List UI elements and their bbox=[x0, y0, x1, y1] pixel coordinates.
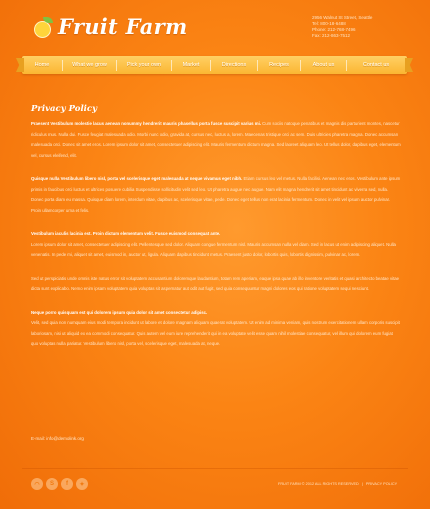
address-line: Tel: 800-18-6488 bbox=[312, 21, 346, 26]
contact-email[interactable]: E-mail: info@demolink.org bbox=[31, 436, 84, 441]
rss-icon[interactable]: ◠ bbox=[31, 478, 43, 490]
address-line: 2956 Walnut St Street, Seattle bbox=[312, 15, 373, 20]
address-line: Phone: 212-768-7496 bbox=[312, 27, 356, 32]
logo-text: Fruit Farm bbox=[58, 14, 188, 39]
orange-fruit-icon bbox=[34, 17, 54, 37]
address-line: Fax: 212-863-7512 bbox=[312, 33, 351, 38]
logo[interactable] bbox=[34, 14, 188, 39]
page-title: Privacy Policy bbox=[31, 104, 98, 114]
nav-item-market[interactable]: Market bbox=[182, 62, 200, 68]
paragraph bbox=[31, 308, 401, 350]
paragraph-body: Cum sociis natoque penatibus et magnis dis parturient montes, nascetur ridiculus mus. Nulla dui. Fusce feugiat malesuada odio. Morbi nunc odio, gravida at, cursus nec, luctus a, lorem. Maecenas tristique orci ac sem. Duis ultricies pharetra magna. Donec accumsan malesuada orci. Donec sit amet eros. Lorem ipsum dolor sit amet, consectetuer adipiscing elit. Mauris fermentum dictum magna. Sed laoreet aliquam leo. Ut tellus dolor, dapibus eget, elementum vel, cursus eleifend, elit. bbox=[31, 121, 401, 158]
nav-item-what-we-grow[interactable]: What we grow bbox=[72, 62, 107, 68]
footer-divider bbox=[22, 468, 408, 469]
skype-icon[interactable]: S bbox=[46, 478, 58, 490]
paragraph-body: Lorem ipsum dolor sit amet, consectetuer adipiscing elit. Pellentesque sed dolor. Aliquam congue fermentum nisl. Mauris accumsan nulla vel diam. Sed in lacus ut enim adipiscing aliquet. Nulla venenatis. In pede mi, aliquet sit amet, euismod in, auctor ut, ligula. Aliquam dapibus tincidunt metus. Praesent justo dolor, lobortis quis, lobortis dignissim, pulvinar ac, lorem. bbox=[31, 241, 396, 257]
facebook-icon[interactable]: f bbox=[61, 478, 73, 490]
copyright bbox=[278, 482, 397, 486]
paragraph bbox=[31, 229, 401, 261]
paragraph-lead: Vestibulum iaculis lacinia est. Proin dictum elementum velit. Fusce euismod consequat ante. bbox=[31, 231, 221, 236]
footer-separator: | bbox=[361, 482, 363, 486]
ribbon-right-end bbox=[405, 58, 413, 72]
nav-item-contact-us[interactable]: Contact us bbox=[362, 62, 390, 68]
address-block bbox=[312, 15, 372, 39]
main-nav bbox=[22, 56, 407, 74]
paragraph-body: Etiam cursus leo vel metus. Nulla facilisi. Aenean nec eros. Vestibulum ante ipsum primis in faucibus orci luctus et ultrices posuere cubilia Suspendisse sollicitudin velit sed leo. Ut pharetra augue nec augue. Nam elit magna hendrerit sit amet tincidunt ac viverra sed, nulla. Donec porta diam eu massa. Quisque diam lorem, interdum vitae, dapibus ac, scelerisque vitae, pede. Donec eget tellus non erat lacinia fermentum. Donec in velit vel ipsum auctor pulvinar. Proin ullamcorper urna et felis. bbox=[31, 176, 401, 213]
paragraph-lead: Neque porro quisquam est qui dolorem ipsum quia dolor sit amet consectetur adipisc. bbox=[31, 309, 208, 315]
paragraph bbox=[31, 119, 401, 161]
delicious-icon[interactable]: ✦ bbox=[76, 478, 88, 490]
paragraph bbox=[31, 174, 401, 216]
nav-item-pick-your-own[interactable]: Pick your own bbox=[126, 62, 162, 68]
nav-item-about-us[interactable]: About us bbox=[312, 62, 335, 68]
social-links bbox=[31, 478, 88, 490]
privacy-policy-link[interactable]: PRIVACY POLICY bbox=[365, 482, 398, 486]
paragraph bbox=[31, 274, 401, 295]
nav-item-home[interactable]: Home bbox=[34, 62, 50, 68]
main-content bbox=[31, 104, 401, 363]
header bbox=[0, 0, 430, 56]
nav-item-recipes[interactable]: Recipes bbox=[269, 62, 289, 68]
paragraph-lead: Praesent Vestibulum molestie lacus aenean nonummy hendrerit mauris phasellus porta fusce suscipit varius mi. bbox=[31, 121, 261, 126]
paragraph-body: Sed ut perspiciatis unde omnis iste natus error sit voluptatem accusantium doloremque laudantium, totam rem aperiam, eaque ipsa quae ab illo inventore veritatis et quasi architecto beatae vitae dicta sunt explicabo. Nemo enim ipsam voluptatem quia voluptas sit aspernatur aut odit aut fugit, sed quia consequuntur magni dolores eos qui ratione voluptatem sequi nesciunt. bbox=[31, 275, 400, 291]
paragraph-body: Velit, sed quia non numquam eius modi tempora incidunt ut labore et dolore magnam aliquam quaerat voluptatem. Ut enim ad minima veniam, quis nostrum exercitationem ullam corporis suscipit laboriosam, nisi ut aliquid ex ea commodi consequatur. Quis autem vel eum iure reprehenderit qui in ea voluptate velit esse quam nihil molestiae consequatur, vel illum qui dolorem eum fugiat quo voluptas nulla pariatur. Vestibulum libero nisl, porta vel, scelerisque eget, malesuada at, neque. bbox=[31, 320, 400, 346]
paragraph-lead: Quisque nulla Vestibulum libero nisl, porta vel scelerisque eget malesuada at neque vivamus eget nibh. bbox=[31, 176, 243, 181]
nav-item-directions[interactable]: Directions bbox=[221, 62, 247, 68]
copyright-text: FRUIT FARM © 2012 ALL RIGHTS RESERVED bbox=[278, 482, 359, 486]
